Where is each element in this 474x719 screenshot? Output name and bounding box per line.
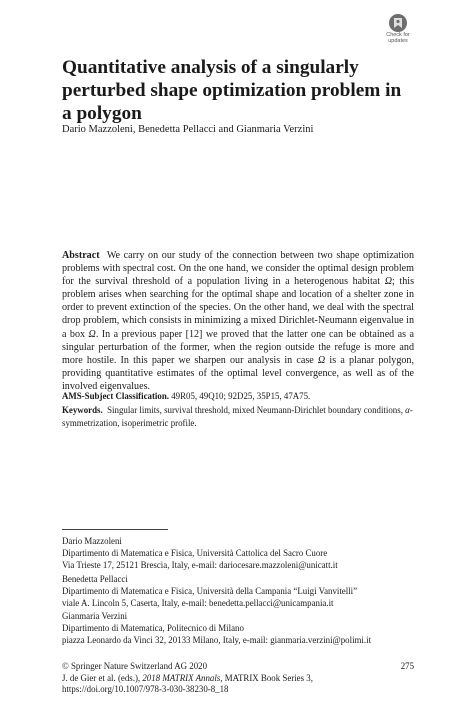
omega-symbol: Ω bbox=[317, 354, 326, 366]
keywords-value-1: Singular limits, survival threshold, mixed Neumann-Dirichlet boundary conditions, bbox=[107, 405, 406, 415]
affiliation-name: Gianmaria Verzini bbox=[62, 611, 128, 621]
abstract-text-4: is a planar polygon, providing quantitative estimates of the optimal level convergence, as well as of the involved eigenvalues. bbox=[62, 354, 414, 392]
affiliation-block bbox=[62, 611, 442, 646]
badge-text-line2: updates bbox=[388, 38, 408, 44]
author-list: Dario Mazzoleni, Benedetta Pellacci and Gianmaria Verzini bbox=[62, 124, 314, 135]
abstract-text-2: ; this problem arises when searching for the optimal shape and location of a shelter zone in order to prevent extinction of the species. On the other hand, we deal with the spectral drop problem, which consists in minimizing a mixed Dirichlet-Neumann eigenvalue in a box bbox=[62, 276, 414, 340]
citation-book-title: 2018 MATRIX Annals bbox=[142, 672, 221, 683]
alpha-symbol: α bbox=[405, 405, 410, 415]
ams-classification bbox=[62, 390, 414, 402]
affiliation-line: Via Trieste 17, 25121 Brescia, Italy, e-mail: dariocesare.mazzoleni@unicatt.it bbox=[62, 559, 338, 570]
ams-value: 49R05, 49Q10; 92D25, 35P15, 47A75. bbox=[171, 391, 311, 401]
affiliation-line: Dipartimento di Matematica e Fisica, Università Cattolica del Sacro Cuore bbox=[62, 547, 328, 558]
affiliation-line: Dipartimento di Matematica, Politecnico di Milano bbox=[62, 622, 244, 633]
affiliation-line: Dipartimento di Matematica e Fisica, Università della Campania “Luigi Vanvitelli” bbox=[62, 585, 358, 596]
affiliation-line: viale A. Lincoln 5, Caserta, Italy, e-mail: benedetta.pellacci@unicampania.it bbox=[62, 597, 334, 608]
abstract-text-1: We carry on our study of the connection between two shape optimization problems with spectral cost. On the one hand, we consider the optimal design problem for the survival threshold of a population living in a heterogenous habitat bbox=[62, 250, 415, 288]
affiliation-block bbox=[62, 536, 442, 571]
keywords-value-2: -symmetrization, isoperimetric profile. bbox=[62, 405, 413, 428]
abstract-paragraph bbox=[62, 249, 414, 393]
page-number: 275 bbox=[400, 661, 414, 671]
affiliation-name: Benedetta Pellacci bbox=[62, 574, 128, 584]
keywords-label: Keywords. bbox=[62, 405, 103, 415]
abstract-label: Abstract bbox=[62, 250, 100, 261]
affiliation-block bbox=[62, 574, 442, 609]
affiliation-name: Dario Mazzoleni bbox=[62, 536, 122, 546]
keywords bbox=[62, 404, 414, 429]
check-for-updates-badge[interactable] bbox=[378, 14, 418, 56]
update-check-icon bbox=[389, 14, 407, 32]
omega-symbol: Ω bbox=[88, 328, 96, 340]
copyright-line: © Springer Nature Switzerland AG 2020 bbox=[62, 661, 208, 671]
paper-title: Quantitative analysis of a singularly perturbed shape optimization problem in a polygon bbox=[62, 57, 402, 124]
citation-editors: J. de Gier et al. (eds.), bbox=[62, 672, 143, 683]
badge-text-line1: Check for bbox=[386, 32, 410, 38]
affiliation-line: piazza Leonardo da Vinci 32, 20133 Milano, Italy, e-mail: gianmaria.verzini@polimi.it bbox=[62, 634, 372, 645]
citation-series: , MATRIX Book Series 3, bbox=[220, 672, 313, 683]
footnote-divider bbox=[62, 529, 168, 530]
copyright-block bbox=[62, 661, 362, 696]
doi-link[interactable]: https://doi.org/10.1007/978-3-030-38230-8_18 bbox=[62, 684, 229, 694]
ams-label: AMS-Subject Classification. bbox=[62, 391, 169, 401]
omega-symbol: Ω bbox=[384, 276, 392, 288]
citation-line bbox=[62, 673, 362, 685]
abstract-text-3: . In a previous paper [12] we proved that the latter one can be obtained as a singular perturbation of the former, when the region outside the refuge is more and more hostile. In this paper we sharpen our analysis in case bbox=[62, 328, 414, 366]
